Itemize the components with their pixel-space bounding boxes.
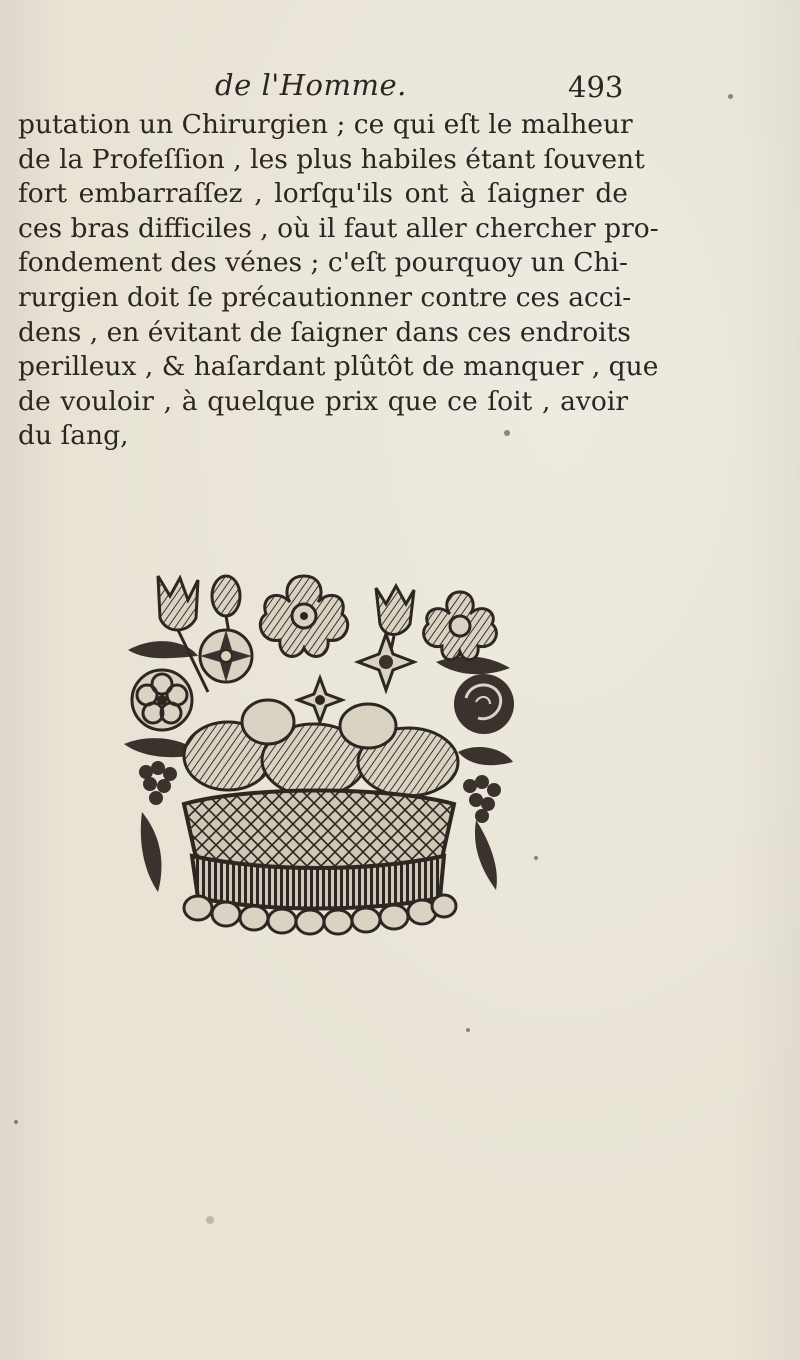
text-line: du ſang, <box>18 420 129 452</box>
paper-speck <box>466 1028 470 1032</box>
body-text <box>18 108 659 454</box>
paper-speck <box>728 94 733 99</box>
text-line: fondement des vénes ; c'eſt pourquoy un Chi- <box>18 247 628 279</box>
text-line: putation un Chirurgien ; ce qui eſt le malheur <box>18 109 633 140</box>
text-line: dens , en évitant de ſaigner dans ces endroits <box>18 316 631 348</box>
paper-speck <box>534 856 538 860</box>
text-line: ces bras difficiles , où il faut aller chercher pro- <box>18 212 659 244</box>
page-number: 493 <box>568 70 624 104</box>
paper-speck <box>504 430 510 436</box>
flower-basket-woodcut-icon <box>118 572 518 944</box>
text-line: fort embarraſſez , lorſqu'ils ont à ſaigner de <box>18 178 628 210</box>
text-line: perilleux , & haſardant plûtôt de manquer , que <box>18 351 659 383</box>
text-line: de la Profeſſion , les plus habiles étant ſouvent <box>18 143 645 175</box>
text-line: rurgien doit ſe précautionner contre ces acci- <box>18 281 632 313</box>
running-head: de l'Homme. <box>215 68 407 102</box>
paper-speck <box>206 1216 214 1224</box>
paper-speck <box>14 1120 18 1124</box>
text-line: de vouloir , à quelque prix que ce ſoit , avoir <box>18 385 628 417</box>
